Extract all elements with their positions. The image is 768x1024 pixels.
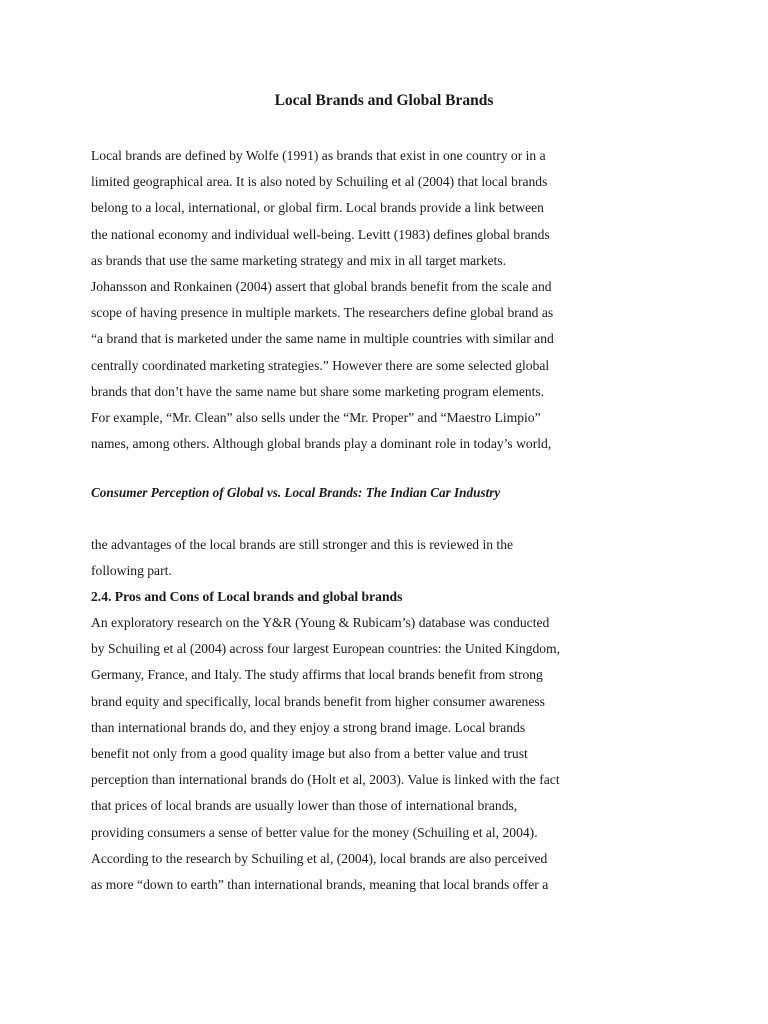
text-line: as brands that use the same marketing strategy and mix in all target markets. xyxy=(91,252,506,268)
text-line: benefit not only from a good quality image but also from a better value and trust xyxy=(91,745,528,761)
text-line: belong to a local, international, or global firm. Local brands provide a link between xyxy=(91,200,544,216)
text-line: An exploratory research on the Y&R (Young & Rubicam’s) database was conducted xyxy=(91,615,550,630)
text-line: scope of having presence in multiple markets. The researchers define global brand as xyxy=(91,305,554,321)
text-line: following part. xyxy=(91,563,172,579)
text-line: Johansson and Ronkainen (2004) assert that global brands benefit from the scale and xyxy=(91,278,552,294)
text-line: than international brands do, and they enjoy a strong brand image. Local brands xyxy=(91,719,526,735)
text-line: “a brand that is marketed under the same name in multiple countries with similar and xyxy=(91,331,554,347)
page-title: Local Brands and Global Brands xyxy=(274,92,494,109)
text-line: perception than international brands do (Holt et al, 2003). Value is linked with the fact xyxy=(91,772,560,788)
text-line: Germany, France, and Italy. The study affirms that local brands benefit from strong xyxy=(91,667,543,683)
paragraph-pros-cons xyxy=(91,610,621,898)
text-line: names, among others. Although global brands play a dominant role in today’s world, xyxy=(91,436,552,452)
text-line: Local brands are defined by Wolfe (1991) as brands that exist in one country or in a xyxy=(91,148,546,163)
text-line: According to the research by Schuiling et al, (2004), local brands are also perceived xyxy=(91,850,548,866)
text-line: brand equity and specifically, local brands benefit from higher consumer awareness xyxy=(91,693,545,709)
text-line: that prices of local brands are usually lower than those of international brands, xyxy=(91,798,518,814)
text-line: For example, “Mr. Clean” also sells under the “Mr. Proper” and “Maestro Limpio” xyxy=(91,409,541,425)
text-line: limited geographical area. It is also noted by Schuiling et al (2004) that local brands xyxy=(91,174,548,190)
text-line: the national economy and individual well-being. Levitt (1983) defines global brands xyxy=(91,226,550,242)
paragraph-continuation xyxy=(91,532,621,584)
text-line: centrally coordinated marketing strategies.” However there are some selected global xyxy=(91,357,550,373)
text-line: the advantages of the local brands are still stronger and this is reviewed in the xyxy=(91,537,514,552)
text-line: by Schuiling et al (2004) across four largest European countries: the United Kingdom, xyxy=(91,641,561,657)
section-heading: 2.4. Pros and Cons of Local brands and global brands xyxy=(91,589,403,604)
text-line: providing consumers a sense of better value for the money (Schuiling et al, 2004). xyxy=(91,824,538,840)
text-line: as more “down to earth” than international brands, meaning that local brands offer a xyxy=(91,876,549,892)
text-line: brands that don’t have the same name but share some marketing program elements. xyxy=(91,383,545,399)
running-head: Consumer Perception of Global vs. Local Brands: The Indian Car Industry xyxy=(91,485,501,500)
paragraph-local-global-definitions xyxy=(91,143,621,457)
